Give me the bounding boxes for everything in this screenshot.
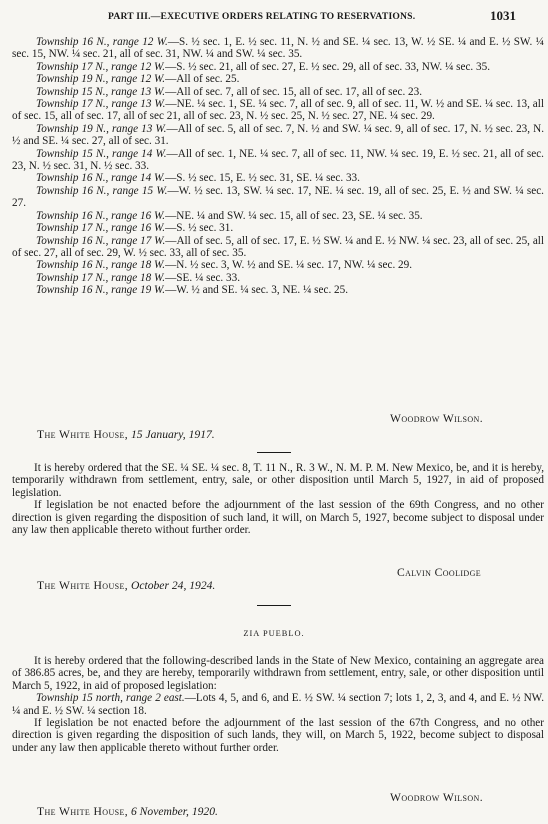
header-title: PART III.—EXECUTIVE ORDERS RELATING TO RESERVATIONS. [108, 11, 416, 22]
township-list [12, 36, 544, 297]
signature-wilson-1917: Woodrow Wilson. [390, 412, 484, 425]
land-entry: Township 16 N., range 16 W.—NE. ¼ and SW. ¼ sec. 15, all of sec. 23, SE. ¼ sec. 35. [36, 209, 423, 222]
section-heading: ZIA PUEBLO. [243, 629, 305, 638]
land-entry: Township 17 N., range 13 W.—NE. ¼ sec. 1, SE. ¼ sec. 7, all of sec. 9, all of sec. 11, W. ½ and SE. ¼ sec. 13, all of sec. 15, all of sec. 17, all of sec 21, all of sec. 23, N. ½ sec. 25, N. ½ sec. 27, NE. ¼ sec. 29. [12, 98, 544, 123]
land-entry: Township 15 N., range 14 W.—All of sec. 1, NE. ¼ sec. 7, all of sec. 11, NW. ¼ sec. 19, E. ½ sec. 21, all of sec. 23, N. ½ sec. 31, N. ½ sec. 33. [12, 147, 544, 173]
land-entry: Township 19 N., range 12 W.—All of sec. 25. [36, 73, 240, 86]
order-paragraph: It is hereby ordered that the following-described lands in the State of New Mexico, containing an aggregate area of 386.85 acres, be, and they are hereby, temporarily withdrawn from settlement, entry, sale, or other disposition until March 5, 1922, in aid of proposed legislation: [12, 655, 544, 692]
order-paragraph: It is hereby ordered that the SE. ¼ SE. ¼ sec. 8, T. 11 N., R. 3 W., N. M. P. M. New Mexico, be, and it is hereby, temporarily withdrawn from settlement, entry, sale, or other disposition until March 5, 1927, in aid of proposed legislation. [12, 462, 544, 499]
dateline-1920: The White House, 6 November, 1920. [37, 805, 218, 818]
divider-rule [257, 605, 291, 606]
land-entry: Township 19 N., range 13 W.—All of sec. 5, all of sec. 7, N. ½ and SW. ¼ sec. 9, all of sec. 17, N. ½ sec. 23, N. ½ and SE. ¼ sec. 27, all of sec. 31. [12, 122, 544, 148]
land-entry: Township 15 N., range 13 W.—All of sec. 7, all of sec. 15, all of sec. 17, all of sec. 23. [36, 85, 423, 98]
order-paragraph: If legislation be not enacted before the adjournment of the last session of the 69th Congress, and no other direction is given regarding the disposition of such land, it will, on March 5, 1927, become subject to disposal under any law then applicable thereto without further order. [12, 499, 544, 537]
land-entry: Township 16 N., range 17 W.—All of sec. 5, all of sec. 17, E. ½ SW. ¼ and E. ½ NW. ¼ sec. 23, all of sec. 25, all of sec. 27, all of sec. 29, W. ½ sec. 33, all of sec. 35. [12, 234, 544, 259]
land-entry: Township 17 N., range 12 W.—S. ½ sec. 21, all of sec. 27, E. ½ sec. 29, all of sec. 33, NW. ¼ sec. 35. [36, 60, 490, 73]
order-1920 [12, 655, 544, 754]
land-entry: Township 16 N., range 14 W.—S. ½ sec. 15, E. ½ sec. 31, SE. ¼ sec. 33. [36, 172, 360, 185]
signature-coolidge: Calvin Coolidge [397, 566, 482, 579]
dateline-1917: The White House, 15 January, 1917. [37, 428, 215, 441]
order-1924 [12, 462, 544, 536]
page-number: 1031 [490, 8, 516, 23]
divider-rule [257, 452, 291, 453]
land-entry: Township 16 N., range 19 W.—W. ½ and SE. ¼ sec. 3, NE. ¼ sec. 25. [36, 284, 349, 297]
dateline-1924: The White House, October 24, 1924. [37, 579, 216, 592]
land-entry: Township 17 N., range 16 W.—S. ½ sec. 31. [36, 222, 234, 235]
land-entry: Township 17 N., range 18 W.—SE. ¼ sec. 33. [36, 271, 240, 284]
running-header [108, 8, 516, 26]
land-entry: Township 16 N., range 12 W.—S. ½ sec. 1, E. ½ sec. 11, N. ½ and SE. ¼ sec. 13, W. ½ SE. ¼ and E. ½ SW. ¼ sec. 15, NW. ¼ sec. 21, all of sec. 31, NW. ¼ and SW. ¼ sec. 35. [12, 36, 544, 61]
order-paragraph: If legislation be not enacted before the adjournment of the last session of the 67th Congress, and no other direction is given regarding the disposition of such lands, they will, on March 5, 1922, become subject to disposal under any law then applicable thereto without further order. [12, 717, 544, 754]
signature-wilson-1920: Woodrow Wilson. [390, 791, 484, 804]
land-entry: Township 16 N., range 18 W.—N. ½ sec. 3, W. ½ and SE. ¼ sec. 17, NW. ¼ sec. 29. [36, 259, 413, 272]
land-entry: Township 15 north, range 2 east.—Lots 4, 5, and 6, and E. ½ SW. ¼ section 7; lots 1, 2, 3, and 4, and E. ½ NW. ¼ and E. ½ SW. ¼ section 18. [12, 692, 545, 717]
land-entry: Township 16 N., range 15 W.—W. ½ sec. 13, SW. ¼ sec. 17, NE. ¼ sec. 19, all of sec. 25, E. ½ and SW. ¼ sec. 27. [12, 184, 544, 210]
